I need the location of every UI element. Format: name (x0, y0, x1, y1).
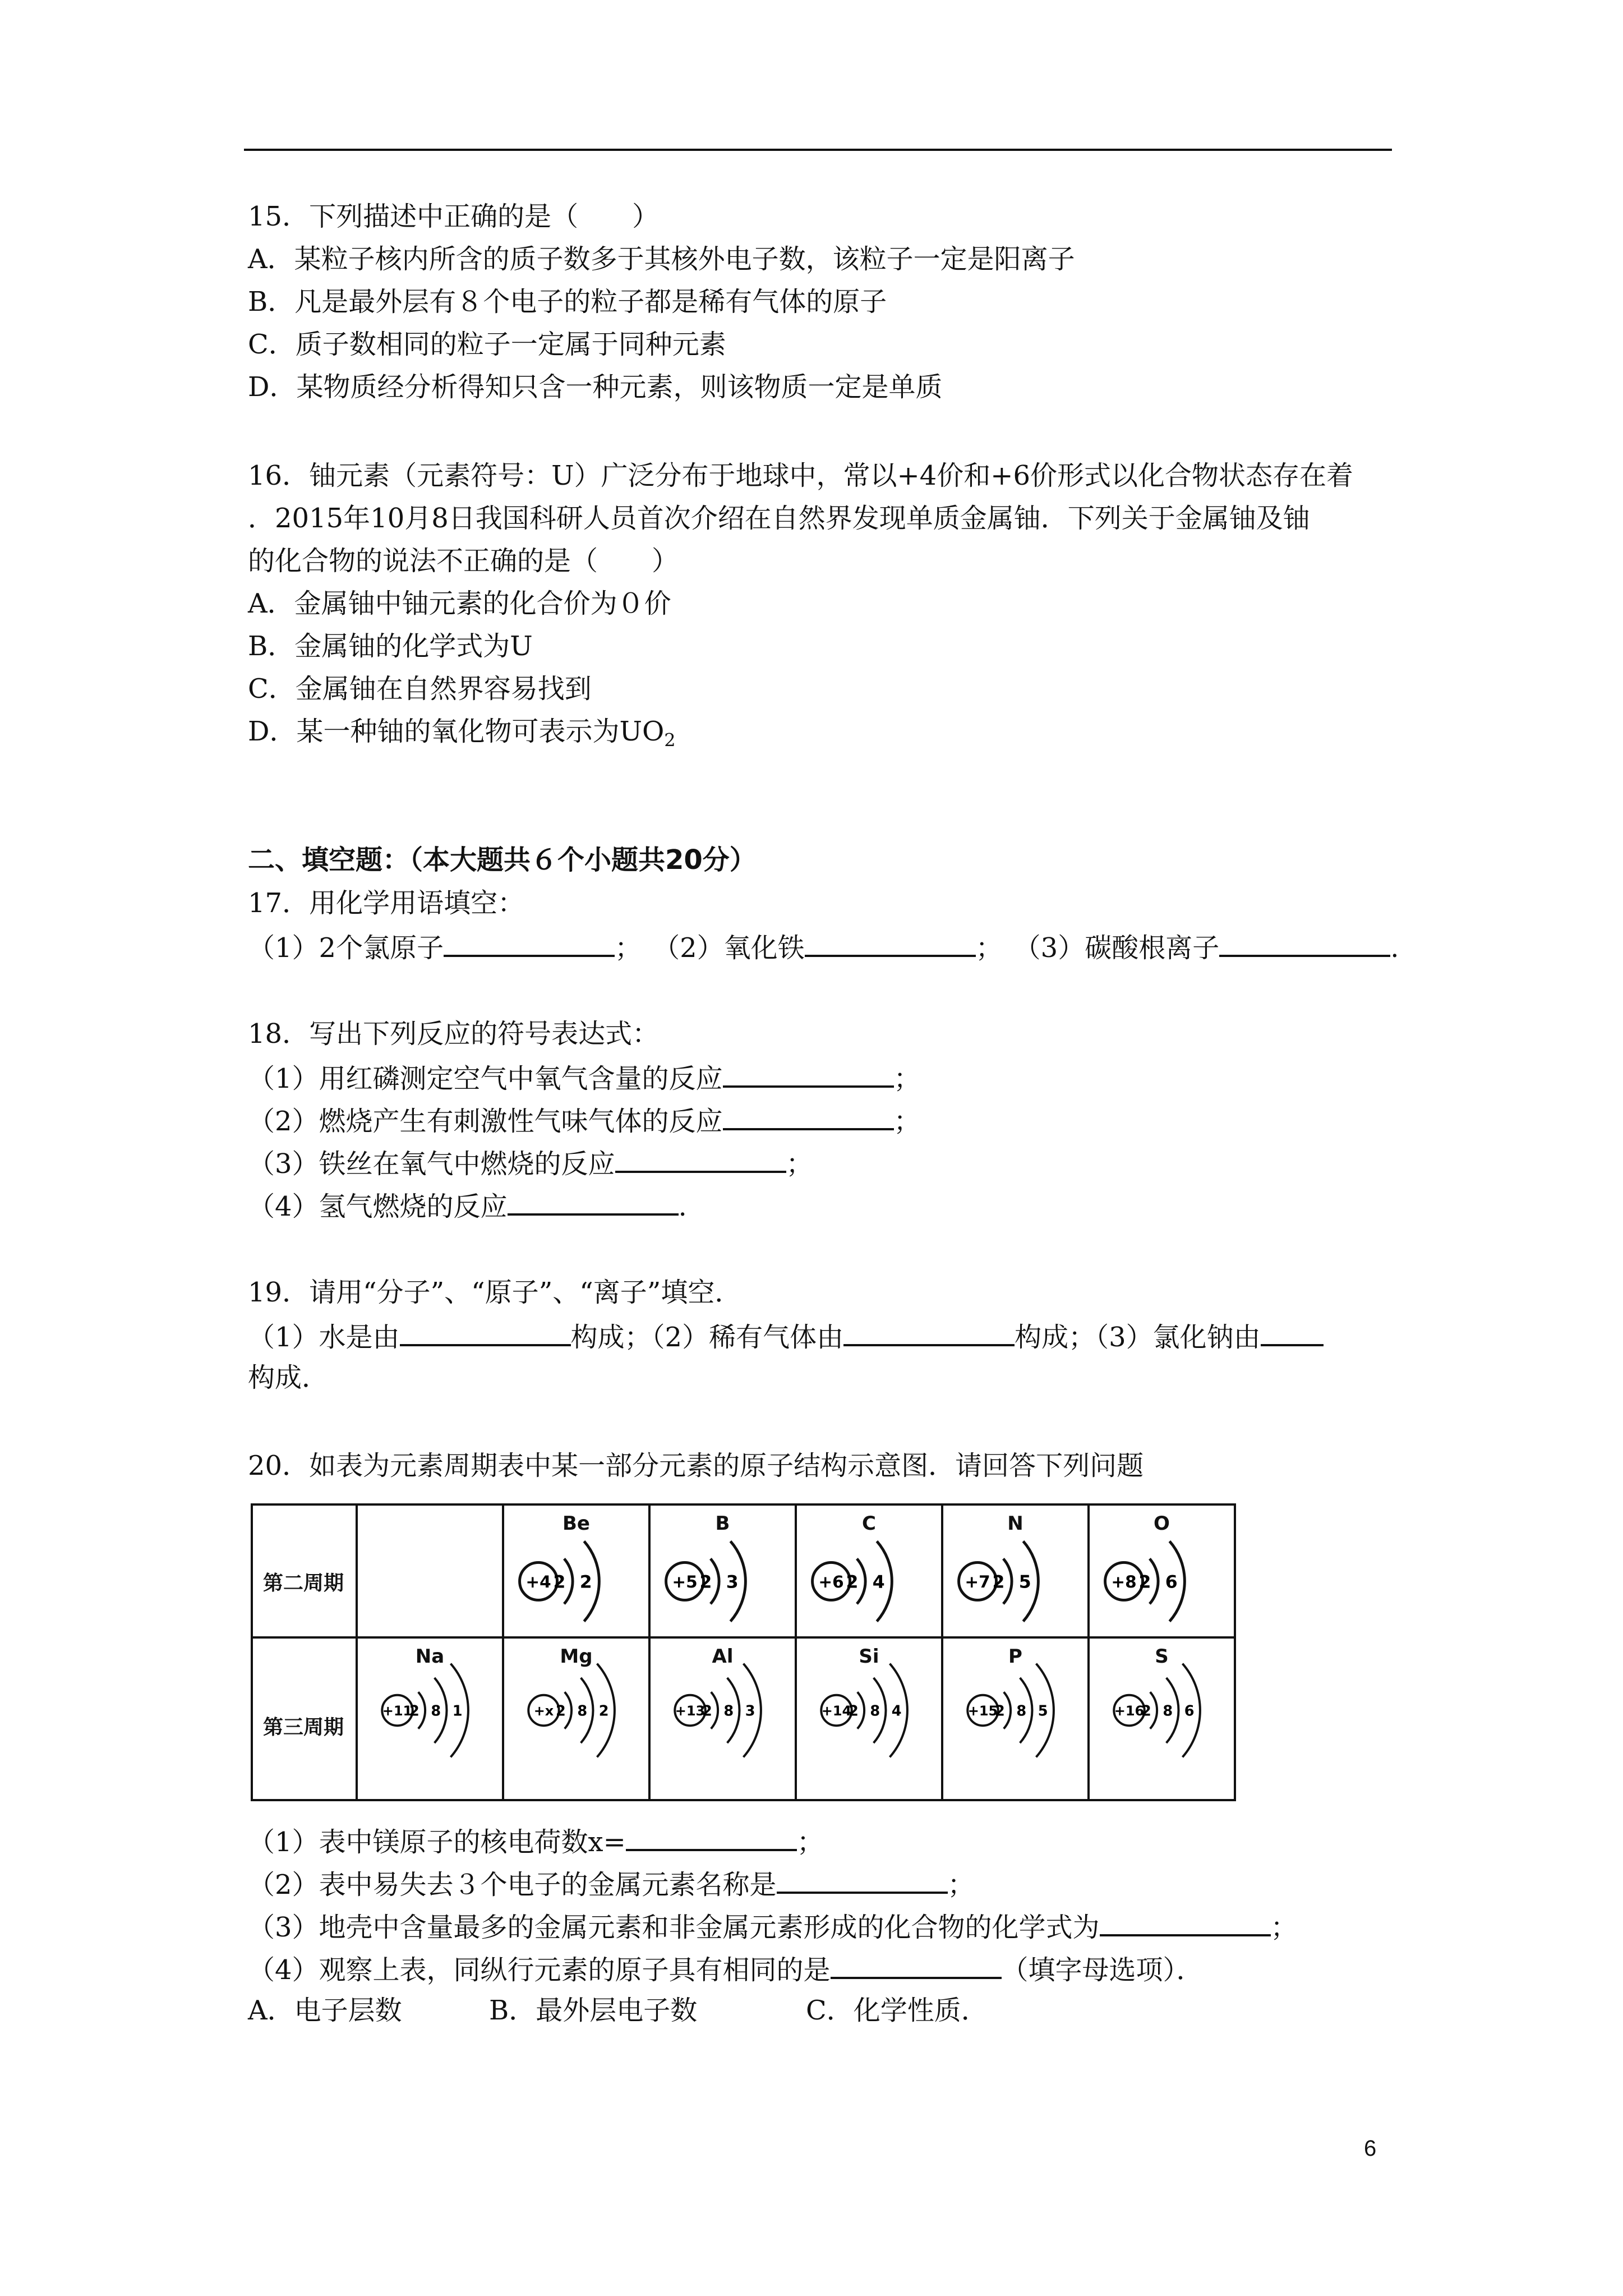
q20-sub2-label: （2）表中易失去３个电子的金属元素名称是 (248, 1869, 777, 1901)
nucleus-charge: +16 (1114, 1703, 1145, 1719)
q20-sub4-end: （填字母选项）． (1001, 1954, 1204, 1986)
q17-blank-1[interactable] (444, 929, 615, 957)
shell-electron-count: 2 (846, 1572, 859, 1593)
periodic-table-figure (251, 1503, 1236, 1801)
q20-blank-2[interactable] (777, 1866, 948, 1894)
shell-electron-count: 6 (1184, 1703, 1195, 1720)
q15-option-b: B．凡是最外层有８个电子的粒子都是稀有气体的原子 (248, 286, 887, 318)
shell-electron-count: 8 (1016, 1703, 1027, 1720)
element-symbol: P (1008, 1645, 1022, 1668)
q18-item-2 (248, 1102, 921, 1138)
q20-sub4 (248, 1951, 1204, 1987)
q18-blank-2[interactable] (723, 1102, 894, 1130)
q16-option-a: A．金属铀中铀元素的化合价为０价 (248, 588, 671, 619)
q20-stem: 20．如表为元素周期表中某一部分元素的原子结构示意图．请回答下列问题 (248, 1450, 1144, 1481)
q20-sub1-end: ； (796, 1826, 824, 1858)
q20-sub1 (248, 1823, 824, 1859)
section2-heading: 二、填空题：（本大题共６个小题共20分） (248, 844, 757, 876)
q20-sub3-end: ； (1270, 1912, 1298, 1943)
q18-blank-3[interactable] (615, 1145, 786, 1173)
q17-sep1: ； (615, 932, 642, 964)
q17-line (248, 929, 1399, 965)
element-symbol: C (862, 1512, 876, 1535)
q17-blank-2[interactable] (805, 929, 976, 957)
nucleus-charge: +7 (965, 1572, 990, 1591)
q18-item-1-end: ； (893, 1063, 921, 1094)
q19-blank-3[interactable] (1261, 1318, 1324, 1346)
q20-blank-3[interactable] (1100, 1908, 1271, 1936)
q15-option-d: D．某物质经分析得知只含一种元素，则该物质一定是单质 (248, 371, 943, 403)
atom-structure-diagram (943, 1522, 1087, 1635)
shell-electron-count: 8 (431, 1703, 441, 1720)
q16-stem-line3: 的化合物的说法不正确的是（ ） (248, 545, 679, 577)
q16-stem-line1: 16．铀元素（元素符号：U）广泛分布于地球中，常以+4价和+6价形式以化合物状态存在着 (248, 460, 1354, 491)
element-cell-al (649, 1637, 796, 1800)
atom-structure-diagram (504, 1522, 648, 1635)
element-symbol: Al (712, 1645, 734, 1668)
element-cell-s (1089, 1637, 1235, 1800)
shell-electron-count: 2 (579, 1572, 592, 1593)
q19-part1: （1）水是由 (248, 1322, 400, 1353)
nucleus-charge: +13 (675, 1703, 706, 1719)
element-symbol: Na (415, 1645, 445, 1668)
atom-structure-diagram (1090, 1522, 1234, 1635)
period-3-row (252, 1637, 1235, 1800)
q16-option-b: B．金属铀的化学式为U (248, 631, 533, 662)
q18-item-3 (248, 1145, 813, 1181)
shell-electron-count: 8 (870, 1703, 880, 1720)
q18-stem: 18．写出下列反应的符号表达式： (248, 1018, 660, 1050)
q16-option-c: C．金属铀在自然界容易找到 (248, 673, 592, 705)
q19-line1 (248, 1318, 1324, 1354)
shell-electron-count: 2 (992, 1572, 1005, 1593)
q18-item-3-end: ； (786, 1148, 813, 1180)
shell-electron-count: 2 (1138, 1572, 1151, 1593)
period-2-label: 第二周期 (263, 1572, 344, 1595)
element-symbol: B (715, 1512, 730, 1535)
atom-structure-diagram (797, 1661, 941, 1773)
shell-electron-count: 2 (598, 1703, 609, 1720)
element-cell-si (796, 1637, 942, 1800)
element-cell-o (1089, 1504, 1235, 1637)
element-cell-c (796, 1504, 942, 1637)
q20-sub2-end: ； (947, 1869, 975, 1901)
shell-electron-count: 3 (745, 1703, 755, 1720)
q18-item-2-end: ； (893, 1106, 921, 1137)
q20-choice-c: C．化学性质． (806, 1995, 988, 2026)
q18-blank-4[interactable] (508, 1188, 679, 1216)
q16-option-d (248, 715, 676, 757)
q20-choice-a: A．电子层数 (248, 1995, 402, 2026)
q20-sub1-label: （1）表中镁原子的核电荷数x= (248, 1826, 626, 1858)
atom-structure-diagram (504, 1661, 648, 1773)
q19-blank-2[interactable] (843, 1318, 1015, 1346)
element-symbol: Si (859, 1645, 879, 1668)
element-cell-b (649, 1504, 796, 1637)
shell-electron-count: 1 (452, 1703, 463, 1720)
nucleus-charge: +4 (525, 1572, 551, 1591)
shell-electron-count: 6 (1165, 1572, 1178, 1593)
q20-sub4-label: （4）观察上表，同纵行元素的原子具有相同的是 (248, 1954, 831, 1986)
shell-electron-count: 8 (1163, 1703, 1173, 1720)
q17-end: . (1390, 932, 1399, 964)
q18-item-3-label: （3）铁丝在氧气中燃烧的反应 (248, 1148, 615, 1180)
atom-structure-diagram (651, 1522, 795, 1635)
nucleus-charge: +8 (1111, 1572, 1137, 1591)
header-rule (244, 149, 1392, 151)
shell-electron-count: 5 (1038, 1703, 1048, 1720)
q17-part2-label: （2）氧化铁 (653, 932, 805, 964)
shell-electron-count: 2 (555, 1703, 566, 1720)
q16-option-d-text: D．某一种铀的氧化物可表示为UO (248, 716, 665, 747)
shell-electron-count: 2 (553, 1572, 566, 1593)
shell-electron-count: 2 (1141, 1703, 1151, 1720)
shell-electron-count: 2 (994, 1703, 1005, 1720)
q20-sub3-label: （3）地壳中含量最多的金属元素和非金属元素形成的化合物的化学式为 (248, 1912, 1100, 1943)
shell-electron-count: 2 (409, 1703, 419, 1720)
atom-structure-diagram (943, 1661, 1087, 1773)
element-symbol: O (1154, 1512, 1170, 1535)
nucleus-charge: +5 (672, 1572, 698, 1591)
shell-electron-count: 2 (699, 1572, 712, 1593)
shell-electron-count: 8 (723, 1703, 734, 1720)
q17-part1-label: （1）2个氯原子 (248, 932, 444, 964)
nucleus-charge: +15 (967, 1703, 998, 1719)
atom-structure-diagram (358, 1661, 502, 1773)
q18-item-4-label: （4）氢气燃烧的反应 (248, 1191, 508, 1222)
shell-electron-count: 4 (872, 1572, 885, 1593)
shell-electron-count: 8 (577, 1703, 588, 1720)
element-cell-be (503, 1504, 649, 1637)
q18-item-4-end: . (678, 1191, 687, 1222)
q20-choices (248, 1994, 988, 2027)
q20-blank-1[interactable] (626, 1823, 797, 1851)
q19-stem: 19．请用“分子”、“原子”、“离子”填空． (248, 1277, 742, 1308)
element-cell-n (942, 1504, 1089, 1637)
q15-stem: 15．下列描述中正确的是（ ） (248, 201, 660, 232)
q16-option-d-subscript: 2 (664, 729, 676, 751)
element-cell-mg (503, 1637, 649, 1800)
period-2-label-cell (252, 1504, 357, 1637)
atom-structure-diagram (1090, 1661, 1234, 1773)
q17-sep2: ； (975, 932, 1003, 964)
q20-sub2 (248, 1866, 975, 1902)
q20-sub3 (248, 1908, 1298, 1944)
atom-structure-diagram (797, 1522, 941, 1635)
q19-part3: 构成；（3）氯化钠由 (1015, 1322, 1261, 1353)
q16-stem-line2: ．2015年10月8日我国科研人员首次介绍在自然界发现单质金属铀．下列关于金属铀及铀 (248, 503, 1310, 534)
q18-blank-1[interactable] (723, 1060, 894, 1088)
shell-electron-count: 5 (1018, 1572, 1031, 1593)
q17-part3-label: （3）碳酸根离子 (1013, 932, 1220, 964)
nucleus-charge: +14 (821, 1703, 852, 1719)
q17-stem: 17．用化学用语填空： (248, 887, 525, 919)
period-2-row (252, 1504, 1235, 1637)
element-cell-p (942, 1637, 1089, 1800)
q18-item-4 (248, 1188, 687, 1223)
nucleus-charge: +6 (818, 1572, 844, 1591)
atom-structure-diagram (651, 1661, 795, 1773)
period-3-label-cell (252, 1637, 357, 1800)
q18-item-1 (248, 1060, 921, 1096)
shell-electron-count: 3 (726, 1572, 739, 1593)
element-symbol: Be (562, 1512, 590, 1535)
shell-electron-count: 2 (702, 1703, 712, 1720)
q18-item-2-label: （2）燃烧产生有刺激性气味气体的反应 (248, 1106, 723, 1137)
shell-electron-count: 4 (891, 1703, 902, 1720)
page-number: 6 (1364, 2136, 1377, 2161)
q19-line2: 构成． (248, 1362, 329, 1393)
q20-choice-b: B．最外层电子数 (489, 1995, 698, 2026)
q19-part2: 构成；（2）稀有气体由 (570, 1322, 844, 1353)
q17-blank-3[interactable] (1219, 929, 1390, 957)
q15-option-a: A．某粒子核内所含的质子数多于其核外电子数，该粒子一定是阳离子 (248, 243, 1075, 275)
nucleus-charge: +x (533, 1703, 554, 1719)
element-symbol: Mg (560, 1645, 593, 1668)
element-symbol: N (1007, 1512, 1023, 1535)
q20-blank-4[interactable] (831, 1951, 1002, 1979)
q15-option-c: C．质子数相同的粒子一定属于同种元素 (248, 329, 726, 360)
element-cell-na (357, 1637, 503, 1800)
element-symbol: S (1155, 1645, 1169, 1668)
empty-cell (357, 1504, 503, 1637)
q18-item-1-label: （1）用红磷测定空气中氧气含量的反应 (248, 1063, 723, 1094)
nucleus-charge: +11 (382, 1703, 413, 1719)
q19-blank-1[interactable] (400, 1318, 571, 1346)
shell-electron-count: 2 (848, 1703, 859, 1720)
period-3-label: 第三周期 (263, 1716, 344, 1739)
